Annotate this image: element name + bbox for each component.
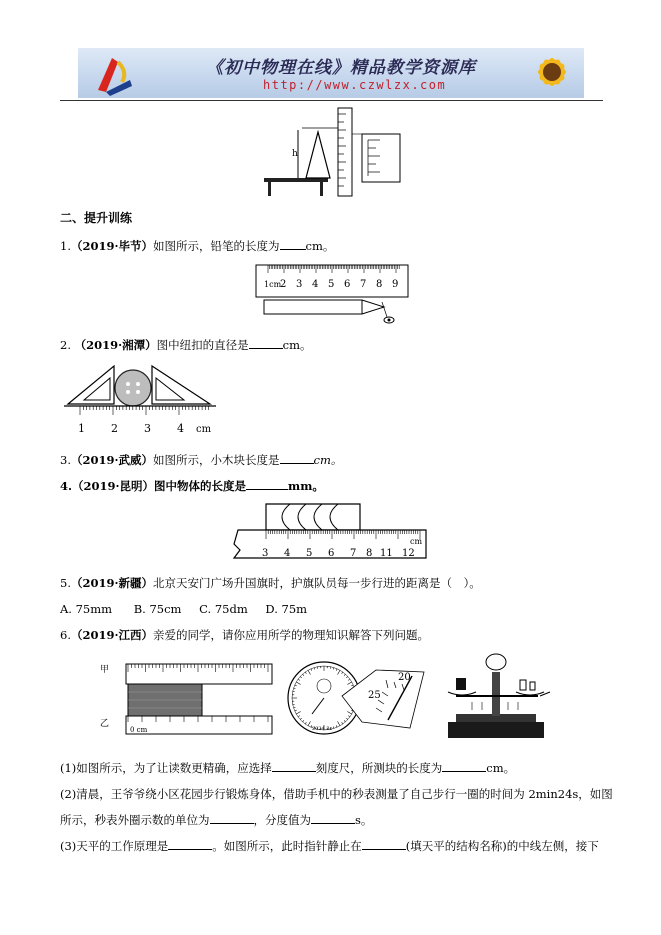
- q2-unit: cm。: [282, 338, 312, 352]
- q5-option-a[interactable]: A. 75mm: [60, 602, 113, 616]
- question-1: [60, 238, 334, 254]
- banner-url: http://www.czwlzx.com: [263, 78, 447, 92]
- q6-part-1: [60, 760, 515, 776]
- q6-text: 亲爱的同学，请你应用所学的物理知识解答下列问题。: [153, 628, 429, 642]
- q1-text: 如图所示，铅笔的长度为: [153, 239, 280, 253]
- q2-answer-blank[interactable]: [249, 337, 283, 349]
- ruler1-tick-label: 5: [328, 279, 335, 290]
- header-rule: [60, 100, 603, 101]
- sunflower-icon: [512, 48, 584, 98]
- q6-p2-text-a: (2)清晨，王爷爷绕小区花园步行锻炼身体，借助手机中的秒表测量了自己步行一圈的时间为 2min24s，如图: [60, 787, 613, 801]
- banner-title: 《初中物理在线》精品教学资源库: [206, 58, 476, 78]
- q6-p3-text-c: (填天平的结构名称)的中线左侧，接下: [405, 839, 599, 853]
- figure-two-rulers: [98, 660, 274, 738]
- ruler1-tick-label: 6: [344, 279, 351, 290]
- q6-p3-text-a: (3)天平的工作原理是: [60, 839, 169, 853]
- q6-p3-text-b: 。如图所示，此时指针静止在: [212, 839, 362, 853]
- q1-unit: cm。: [305, 239, 335, 253]
- ruler2-tick-label: 1: [78, 422, 85, 435]
- ruler2-tick-label: 2: [111, 422, 118, 435]
- q6-p1-text-c: cm。: [486, 761, 516, 775]
- ruler-1-labels: [264, 279, 398, 290]
- ruler4-tick-label: 11: [380, 548, 393, 559]
- q6-number: 6.: [60, 628, 71, 642]
- ruler4-tick-label: 7: [350, 548, 357, 559]
- question-6: [60, 627, 429, 643]
- ruler1-tick-label: 4: [312, 279, 319, 290]
- question-5: [60, 575, 481, 591]
- q6-p1-blank-2[interactable]: [442, 760, 486, 772]
- q6-p2-text-c: ，分度值为: [253, 813, 311, 827]
- header-banner: [78, 48, 584, 98]
- q2-number: 2.: [60, 338, 75, 352]
- ruler1-tick-label: 8: [376, 279, 383, 290]
- q6-source: （2019·江西）: [70, 628, 153, 642]
- question-3: [60, 452, 342, 468]
- ruler-yi-label: 乙: [100, 719, 110, 729]
- q6-p3-blank-1[interactable]: [168, 838, 212, 850]
- ruler-yi-zero: 0 cm: [130, 726, 148, 734]
- ruler4-tick-label: 5: [306, 548, 313, 559]
- stopwatch-tag: 2024.3c: [312, 726, 333, 732]
- q6-part-3: [60, 838, 599, 854]
- q1-number: 1.: [60, 239, 71, 253]
- figure-height-measure: [262, 104, 412, 200]
- ruler4-unit: cm: [410, 537, 423, 546]
- q6-p3-blank-2[interactable]: [362, 838, 406, 850]
- q5-option-d[interactable]: D. 75m: [265, 602, 308, 616]
- q4-text: 图中物体的长度是: [154, 479, 247, 493]
- q3-answer-blank[interactable]: [280, 452, 314, 464]
- ruler1-tick-label: 3: [296, 279, 303, 290]
- ruler4-tick-label: 6: [328, 548, 335, 559]
- ruler4-tick-label: 4: [284, 548, 291, 559]
- q6-p2-text-b: 所示，秒表外圈示数的单位为: [60, 813, 210, 827]
- ruler1-tick-label: 2: [280, 279, 287, 290]
- ruler4-tick-label: 3: [262, 548, 269, 559]
- q3-number: 3.: [60, 453, 71, 467]
- q4-source: （2019·昆明）: [72, 479, 155, 493]
- q6-p1-text-b: 刻度尺，所测块的长度为: [315, 761, 443, 775]
- ruler2-tick-label: 3: [144, 422, 151, 435]
- ruler1-tick-label: 7: [360, 279, 367, 290]
- q3-text: 如图所示，小木块长度是: [153, 453, 280, 467]
- q6-p2-blank-2[interactable]: [311, 812, 355, 824]
- q4-number: 4.: [60, 479, 73, 493]
- q1-source: （2019·毕节）: [70, 239, 153, 253]
- q3-source: （2019·武威）: [70, 453, 153, 467]
- q5-option-b[interactable]: B. 75cm: [133, 602, 182, 616]
- dial-label-25: 25: [368, 690, 381, 701]
- q4-answer-blank[interactable]: [246, 478, 288, 490]
- figure-button-diameter: [60, 360, 220, 442]
- ruler-jia-label: 甲: [100, 665, 110, 675]
- ruler2-unit: cm: [196, 424, 212, 435]
- ruler4-tick-label: 8: [366, 548, 373, 559]
- ruler1-tick-label: 9: [392, 279, 399, 290]
- q5-option-c[interactable]: C. 75dm: [199, 602, 248, 616]
- q1-answer-blank[interactable]: [280, 238, 306, 250]
- figure-balance-scale: [442, 652, 554, 744]
- weight-icon: [456, 678, 466, 690]
- label-h: h: [292, 149, 298, 159]
- q5-number: 5.: [60, 576, 71, 590]
- logo-icon: [84, 52, 144, 96]
- q3-unit: cm。: [313, 453, 343, 467]
- q5-options: [60, 601, 307, 617]
- figure-stopwatch: [284, 658, 434, 742]
- q5-text: 北京天安门广场升国旗时，护旗队员每一步行进的距离是（ ）。: [153, 576, 481, 590]
- ruler4-tick-label: 12: [402, 548, 415, 559]
- q6-p1-text-a: (1)如图所示，为了让读数更精确，应选择: [60, 761, 272, 775]
- figure-pencil-ruler: [252, 262, 412, 328]
- question-4: [60, 478, 324, 494]
- q5-source: （2019·新疆）: [70, 576, 153, 590]
- ruler1-tick-label: 1cm: [264, 280, 282, 289]
- q2-text: 图中纽扣的直径是: [156, 338, 249, 352]
- question-2: [60, 337, 312, 353]
- ruler2-tick-label: 4: [177, 422, 184, 435]
- q6-p1-blank-1[interactable]: [272, 760, 316, 772]
- q2-source: （2019·湘潭）: [74, 338, 157, 352]
- q6-part-2-line-1: [60, 786, 613, 802]
- dial-label-20: 20: [398, 672, 411, 683]
- button-icon: [115, 370, 151, 406]
- section-title: 二、提升训练: [60, 211, 133, 225]
- q6-p2-blank-1[interactable]: [210, 812, 254, 824]
- q6-p2-text-d: s。: [355, 813, 373, 827]
- q6-part-2-line-2: [60, 812, 372, 828]
- q4-unit: mm。: [288, 479, 324, 493]
- figure-object-length: [230, 498, 430, 564]
